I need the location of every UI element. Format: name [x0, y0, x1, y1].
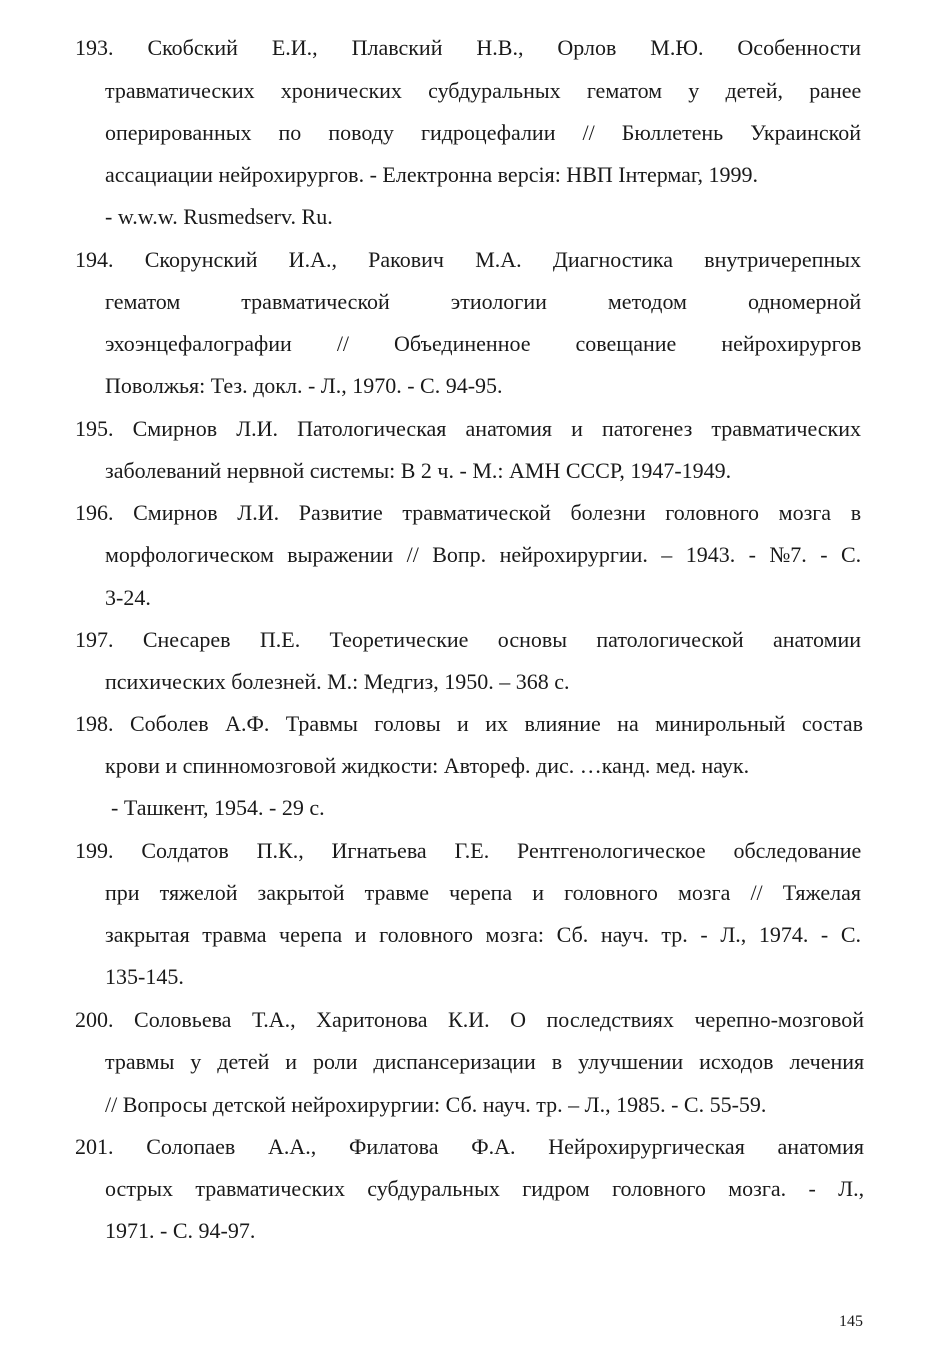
reference-text: Соловьева Т.А., Харитонова К.И. О последствиях черепно-мозговой [134, 1007, 865, 1032]
reference-line: эхоэнцефалографии // Объединенное совещание нейрохирургов [105, 331, 862, 356]
reference-line: закрытая травма черепа и головного мозга: Сб. науч. тр. - Л., 1974. - С. [105, 922, 861, 947]
reference-number: 196. [75, 500, 114, 525]
reference-text: Скобский Е.И., Плавский Н.В., Орлов М.Ю. Особенности [147, 35, 861, 60]
reference-line: // Вопросы детской нейрохирургии: Сб. науч. тр. – Л., 1985. - С. 55-59. [105, 1092, 767, 1117]
reference-line [75, 830, 861, 872]
reference-line: психических болезней. М.: Медгиз, 1950. – 368 с. [105, 669, 570, 694]
reference-line: 1971. - С. 94-97. [105, 1218, 256, 1243]
reference-text: Солдатов П.К., Игнатьева Г.Е. Рентгенологическое обследование [141, 838, 862, 863]
reference-text: Соболев А.Ф. Травмы головы и их влияние на минирольный состав [129, 711, 863, 736]
reference-line: гематом травматической этиологии методом одномерной [105, 289, 862, 314]
reference-line: при тяжелой закрытой травме черепа и головного мозга // Тяжелая [105, 880, 861, 905]
reference-line [75, 1126, 864, 1168]
reference-line: острых травматических субдуральных гидром головного мозга. - Л., [105, 1176, 865, 1201]
reference-line: - w.w.w. Rusmedserv. Ru. [105, 204, 333, 229]
reference-text: Снесарев П.Е. Теоретические основы патологической анатомии [142, 627, 862, 652]
reference-number: 194. [75, 247, 114, 272]
reference-number: 201. [75, 1134, 114, 1159]
reference-line: 3-24. [105, 585, 151, 610]
reference-text: Смирнов Л.И. Развитие травматической болезни головного мозга в [133, 500, 862, 525]
reference-line: крови и спинномозговой жидкости: Автореф. дис. …канд. мед. наук. [105, 753, 750, 778]
reference-text: Смирнов Л.И. Патологическая анатомия и патогенез травматических [132, 416, 861, 441]
reference-line [75, 27, 861, 69]
reference-line [75, 408, 861, 450]
reference-line: заболеваний нервной системы: В 2 ч. - М.: АМН СССР, 1947-1949. [105, 458, 732, 483]
reference-line: морфологическом выражении // Вопр. нейрохирургии. – 1943. - №7. - С. [105, 542, 862, 567]
reference-number: 193. [75, 35, 114, 60]
reference-number: 197. [75, 627, 114, 652]
reference-text: Скорунский И.А., Ракович М.А. Диагностика внутричерепных [144, 247, 861, 272]
reference-number: 198. [75, 711, 114, 736]
reference-line: травмы у детей и роли диспансеризации в улучшении исходов лечения [105, 1049, 865, 1074]
page-number: 145 [839, 1313, 863, 1330]
reference-line: 135-145. [105, 964, 184, 989]
reference-line [75, 239, 861, 281]
reference-line: Поволжья: Тез. докл. - Л., 1970. - С. 94-95. [105, 373, 503, 398]
reference-number: 200. [75, 1007, 114, 1032]
reference-number: 199. [75, 838, 114, 863]
reference-line: оперированных по поводу гидроцефалии // Бюллетень Украинской [105, 120, 861, 145]
reference-line: ассациации нейрохирургов. - Електронна версія: НВП Інтермаг, 1999. [105, 162, 758, 187]
reference-line [75, 999, 864, 1041]
reference-line: травматических хронических субдуральных гематом у детей, ранее [105, 78, 862, 103]
reference-number: 195. [75, 416, 114, 441]
reference-line [75, 619, 861, 661]
reference-line: - Ташкент, 1954. - 29 с. [111, 795, 325, 820]
reference-line [75, 703, 863, 745]
reference-text: Солопаев А.А., Филатова Ф.А. Нейрохирургическая анатомия [146, 1134, 864, 1159]
reference-line [75, 492, 861, 534]
